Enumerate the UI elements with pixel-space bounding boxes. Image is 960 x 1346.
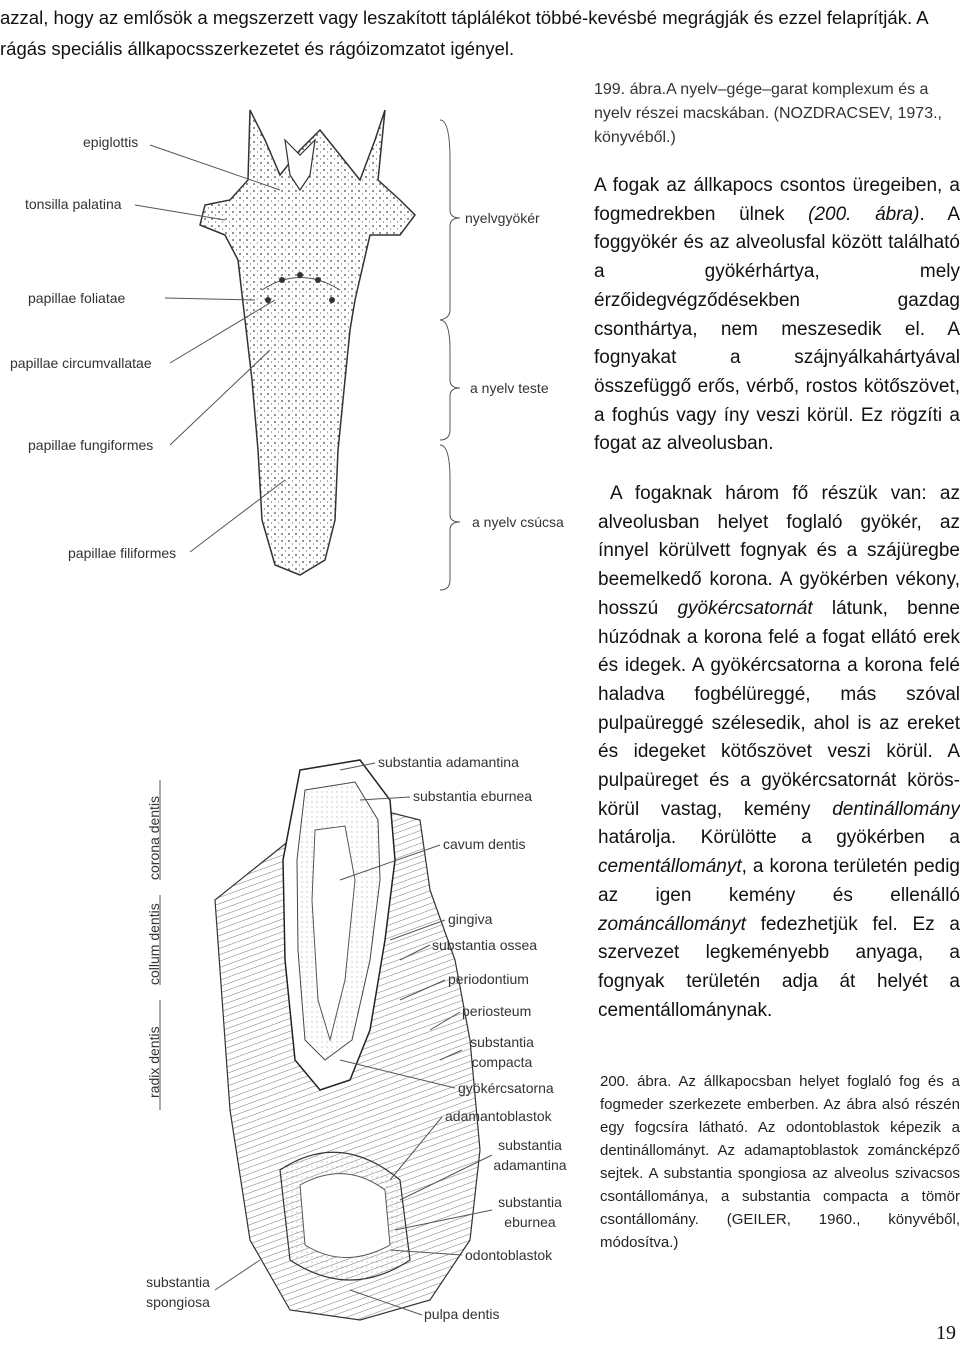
figure-200-text: Az állkapocsban helyet foglaló fog és a fogmeder szerkezete emberben. Az ábra alsó részén egy fogcsíra látható. Az odontoblastok képezik a dentinállományt. Az adamaptoblastok zománcképző sejtek. A substantia spongiosa az alveolus szivacsos csontállománya, a substantia compacta a tömör csontállomány. (GEILER, 1960., könyvéből, módosítva.) — [600, 1073, 960, 1251]
figure-199-number: 199. ábra. — [594, 81, 667, 98]
label-substantia-eburnea-2: substantia eburnea — [498, 1194, 562, 1230]
tooth-drawing — [215, 760, 480, 1320]
label-radix-dentis: radix dentis — [146, 1026, 162, 1098]
label-substantia-adamantina: substantia adamantina — [378, 754, 519, 770]
body-p1-ref: (200. ábra) — [808, 203, 920, 225]
label-substantia-ossea: substantia ossea — [432, 937, 538, 953]
label-periodontium: periodontium — [448, 971, 529, 987]
label-corona-dentis: corona dentis — [146, 795, 162, 880]
label-nyelvgyoker: nyelvgyökér — [465, 210, 540, 226]
label-pulpa-dentis: pulpa dentis — [424, 1306, 500, 1322]
label-odontoblastok: odontoblastok — [465, 1247, 553, 1263]
label-epiglottis: epiglottis — [83, 134, 139, 150]
label-papillae-filiformes: papillae filiformes — [68, 545, 177, 561]
page-number: 19 — [936, 1322, 956, 1344]
label-gyokercsatorna: gyökércsatorna — [458, 1080, 554, 1096]
figure-199-text: A nyelv–gége–garat komplexum és a nyelv részei macskában. (NOZDRACSEV, 1973., könyvéből.) — [594, 81, 942, 146]
label-tonsilla-palatina: tonsilla palatina — [25, 196, 122, 212]
label-nyelv-csucsa: a nyelv csúcsa — [472, 514, 564, 530]
label-gingiva: gingiva — [448, 911, 493, 927]
body-p2-b: látunk, benne húzódnak a korona felé a fogat ellátó erek és idegek. A gyökércsatorna a korona felé haladva fogbélüreggé, más szóval pulpaüreggé szélesedik, ahol is az ereket és idegeket kötőszövet veszi körül. A pulpaüreget és a gyökércsatornát körös-körül vastag, kemény — [598, 597, 960, 820]
body-text-paragraph-2 — [598, 480, 960, 1025]
body-p2-c: határolja. Körülötte a gyökérben a — [598, 827, 960, 849]
label-substantia-eburnea: substantia eburnea — [413, 788, 533, 804]
body-p2-a: A fogaknak három fő részük van: az alveolusban helyet foglaló gyökér, az ínnyel körülvett fognyak és a szájüregbe beemelkedő korona. A gyökérben vékony, hosszú — [598, 483, 960, 619]
label-nyelv-teste: a nyelv teste — [470, 380, 549, 396]
intro-paragraph: azzal, hogy az emlősök a megszerzett vagy leszakított táplálékot többé-kevésbé megrágják és ezzel felaprítják. A rágás speciális állkapocsszerkezetet és rágóizomzatot igényel. — [0, 7, 928, 59]
body-p1-a: A fogak az állkapocs csontos üregeiben, a fogmedrekben ülnek — [594, 175, 960, 225]
body-p2-i3: cementállományt — [598, 856, 742, 878]
body-text-paragraph-1 — [594, 172, 960, 459]
label-papillae-fungiformes: papillae fungiformes — [28, 437, 154, 453]
body-p2-d: , a korona területén pedig az igen kemény és ellenálló — [598, 856, 960, 906]
figure-200-caption — [600, 1070, 960, 1254]
label-collum-dentis: collum dentis — [146, 903, 162, 985]
label-cavum-dentis: cavum dentis — [443, 836, 526, 852]
figure-200-number: 200. ábra. — [600, 1073, 672, 1090]
label-papillae-foliatae: papillae foliatae — [28, 290, 126, 306]
body-p2-i4: zománcállományt — [598, 913, 746, 935]
label-substantia-adamantina-2: substantia adamantina — [493, 1137, 567, 1173]
body-p2-i2: dentinállomány — [832, 798, 960, 820]
body-p1-b: . A foggyökér és az alveolusfal között található a gyökérhártya, mely érzőidegvégződésekben gazdag csonthártya, nem meszesedik el. A fognyakat a szájnyálkahártyával összefüggő erős, vérbő, rostos kötőszövet, a foghús vagy íny veszi körül. Ez rögzíti a fogat az alveolusban. — [594, 203, 960, 455]
label-adamantoblastok: adamantoblastok — [445, 1108, 552, 1124]
label-papillae-circumvallatae: papillae circumvallatae — [10, 355, 152, 371]
label-substantia-compacta: substantia compacta — [470, 1034, 534, 1070]
tongue-drawing — [200, 110, 415, 575]
label-substantia-spongiosa: substantia spongiosa — [146, 1274, 210, 1310]
body-p2-e: fedezhetjük fel. Ez a szervezet legkeményebb anyaga, a fognyak területén adja át helyét a cementállománynak. — [598, 913, 960, 1021]
label-periosteum: periosteum — [462, 1003, 532, 1019]
body-p2-i1: gyökércsatornát — [677, 597, 813, 619]
